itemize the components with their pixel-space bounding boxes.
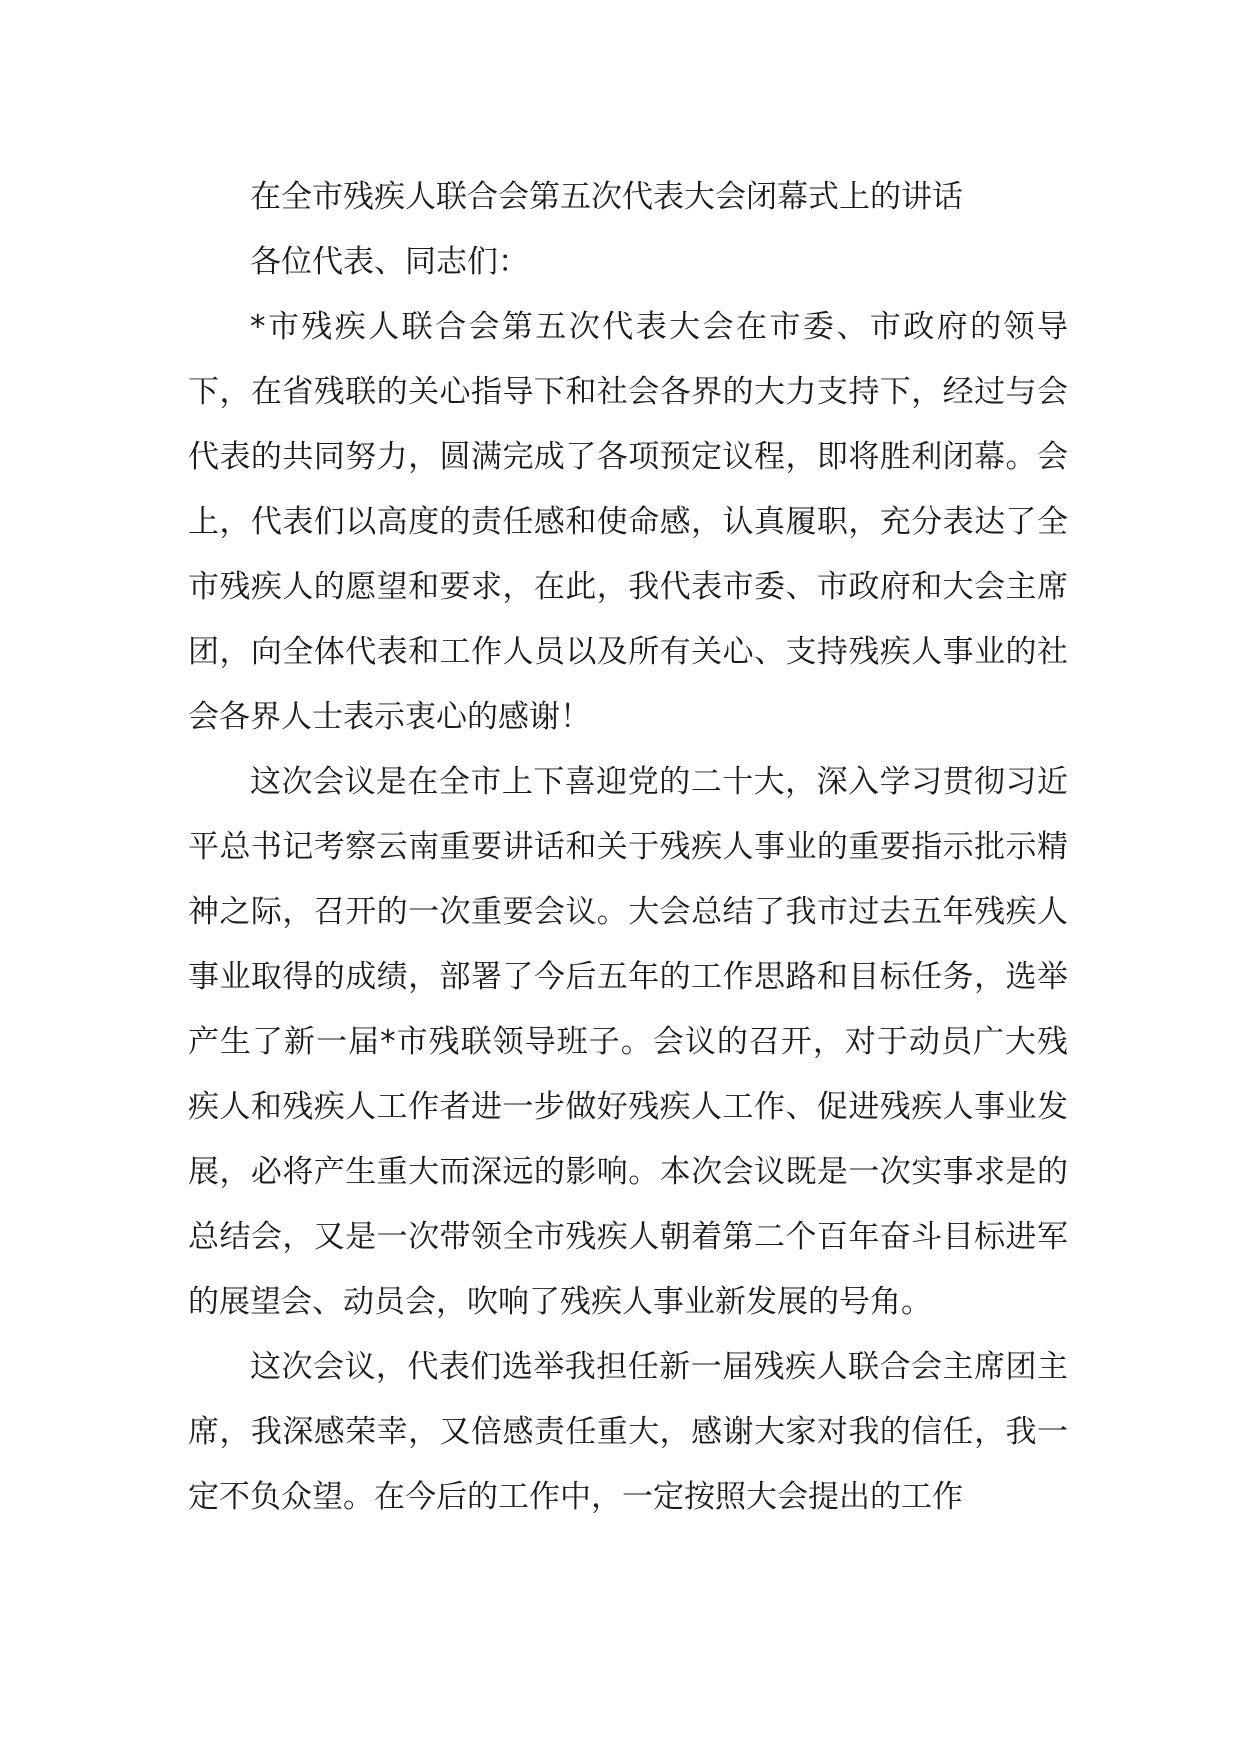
document-body xyxy=(188,165,1068,1530)
salutation: 各位代表、同志们： xyxy=(250,244,529,280)
paragraph-2: 这次会议是在全市上下喜迎党的二十大，深入学习贯彻习近平总书记考察云南重要讲话和关于残疾人事业的重要指示批示精神之际，召开的一次重要会议。大会总结了我市过去五年残疾人事业取得的成绩，部署了今后五年的工作思路和目标任务，选举产生了新一届*市残联领导班子。会议的召开，对于动员广大残疾人和残疾人工作者进一步做好残疾人工作、促进残疾人事业发展，必将产生重大而深远的影响。本次会议既是一次实事求是的总结会，又是一次带领全市残疾人朝着第二个百年奋斗目标进军的展望会、动员会，吹响了残疾人事业新发展的号角。 xyxy=(188,764,1068,1320)
paragraph-3: 这次会议，代表们选举我担任新一届残疾人联合会主席团主席，我深感荣幸，又倍感责任重大，感谢大家对我的信任，我一定不负众望。在今后的工作中，一定按照大会提出的工作 xyxy=(188,1349,1068,1515)
document-title: 在全市残疾人联合会第五次代表大会闭幕式上的讲话 xyxy=(250,179,963,215)
paragraph-1: *市残疾人联合会第五次代表大会在市委、市政府的领导下，在省残联的关心指导下和社会各界的大力支持下，经过与会代表的共同努力，圆满完成了各项预定议程，即将胜利闭幕。会上，代表们以高度的责任感和使命感，认真履职，充分表达了全市残疾人的愿望和要求，在此，我代表市委、市政府和大会主席团，向全体代表和工作人员以及所有关心、支持残疾人事业的社会各界人士表示衷心的感谢！ xyxy=(188,309,1068,735)
